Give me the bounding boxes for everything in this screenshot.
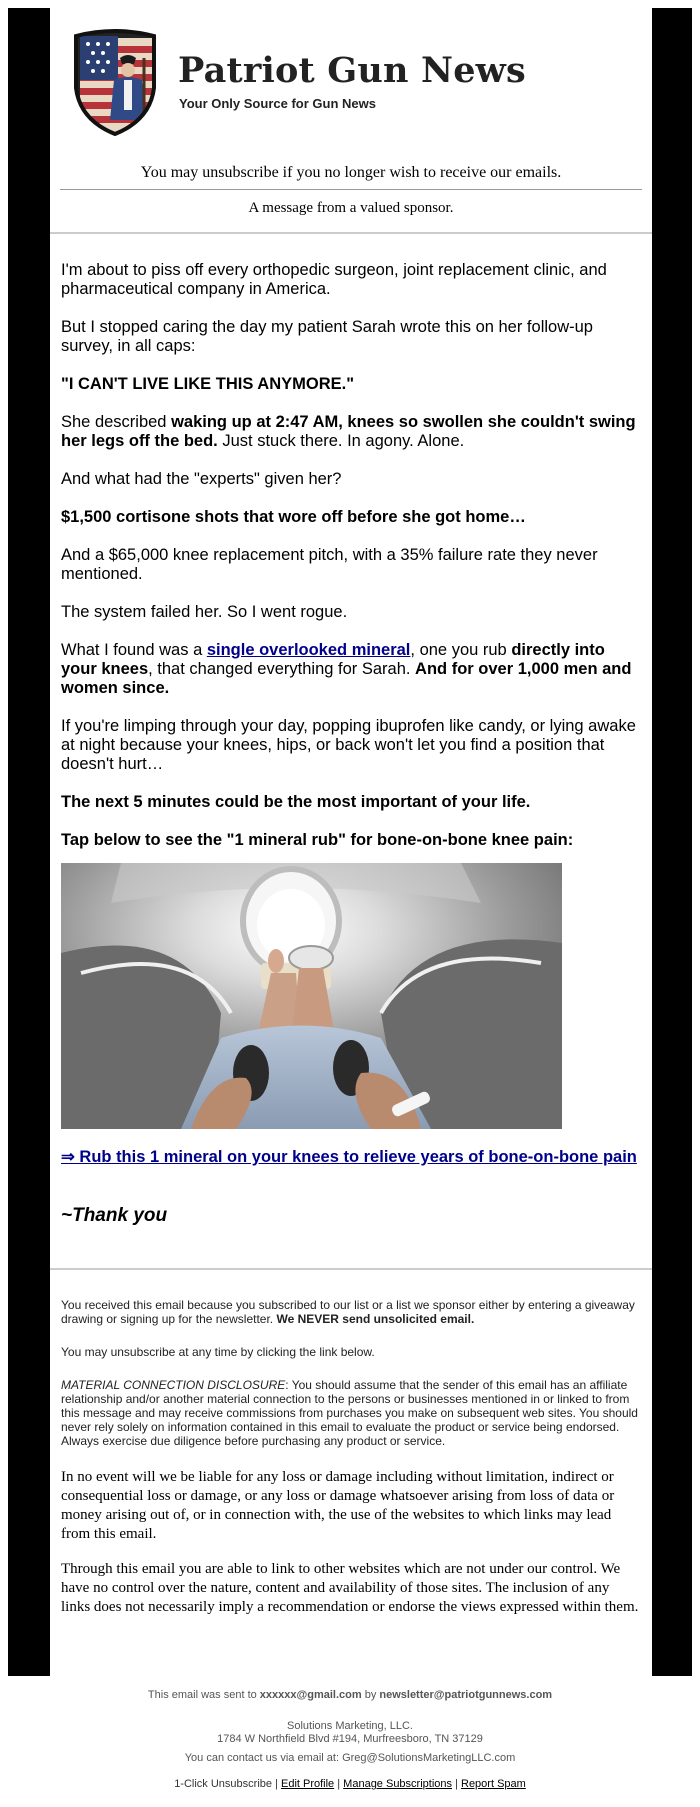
- patient-in-mri-scanner-image[interactable]: [61, 863, 562, 1129]
- text: You received this email because you subscribed to our list or a list we sponsor either by entering a giveaway drawing or signing up for the newsletter.: [61, 1298, 635, 1326]
- sent-to-line: [0, 1689, 700, 1701]
- unsubscribe-notice: You may unsubscribe if you no longer wish to receive our emails.: [140, 164, 562, 181]
- bold-text: directly into your knees: [61, 641, 605, 678]
- signoff: ~Thank you: [61, 1205, 168, 1226]
- edit-profile-link[interactable]: Edit Profile: [280, 1778, 335, 1790]
- newsletter-tagline: Your Only Source for Gun News: [179, 96, 376, 111]
- right-border-bar: [652, 8, 692, 1676]
- text: , that changed everything for Sarah.: [148, 660, 416, 678]
- text: by: [361, 1689, 380, 1701]
- left-border-bar: [8, 8, 50, 1676]
- paragraph: [61, 508, 643, 527]
- disclosure-heading: MATERIAL CONNECTION DISCLOSURE: [61, 1378, 286, 1392]
- cta-link[interactable]: ⇒ Rub this 1 mineral on your knees to relieve years of bone-on-bone pain: [61, 1148, 637, 1166]
- newsletter-header: [50, 8, 652, 138]
- text: , one you rub: [410, 641, 512, 659]
- paragraph: I'm about to piss off every orthopedic surgeon, joint replacement clinic, and pharmaceutical company in America.: [61, 261, 607, 298]
- recipient-email: xxxxxx@gmail.com: [259, 1689, 362, 1701]
- external-links-disclaimer: Through this email you are able to link to other websites which are not under our control. We have no control over the nature, content and availability of those sites. The inclusion of any links does not necessarily imply a recommendation or endorse the views expressed within them.: [61, 1561, 639, 1615]
- text: What I found was a: [61, 641, 207, 659]
- email-content: [50, 8, 652, 1676]
- quote-text: "I CAN'T LIVE LIKE THIS ANYMORE.": [61, 375, 355, 393]
- sponsor-notice: A message from a valued sponsor.: [248, 200, 454, 216]
- bold-text: And for over 1,000 men and women since.: [61, 660, 632, 697]
- text: This email was sent to: [147, 1689, 260, 1701]
- street-address: 1784 W Northfield Blvd #194, Murfreesboro, TN 37129: [217, 1733, 483, 1745]
- separator: |: [452, 1778, 461, 1790]
- paragraph: [61, 413, 643, 451]
- bold-text: $1,500 cortisone shots that wore off before she got home…: [61, 508, 526, 526]
- report-spam-link[interactable]: Report Spam: [461, 1778, 526, 1790]
- unsubscribe-info: You may unsubscribe at any time by clicking the link below.: [61, 1345, 375, 1359]
- company-address: [0, 1720, 700, 1746]
- bold-text: Tap below to see the "1 mineral rub" for bone-on-bone knee pain:: [61, 831, 574, 849]
- manage-subscriptions-link[interactable]: Manage Subscriptions: [343, 1778, 453, 1790]
- mineral-link[interactable]: single overlooked mineral: [206, 641, 411, 659]
- footer-links: [0, 1778, 700, 1790]
- text: She described: [61, 413, 172, 431]
- paragraph: [61, 793, 643, 812]
- paragraph: [61, 831, 643, 850]
- material-disclosure: [61, 1378, 639, 1448]
- paragraph: [61, 375, 643, 394]
- paragraph: If you're limping through your day, popping ibuprofen like candy, or lying awake at night because your knees, hips, or back won't let you find a position that doesn't hurt…: [61, 717, 636, 773]
- email-body: [61, 261, 643, 869]
- paragraph: And what had the "experts" given her?: [61, 470, 342, 488]
- contact-line: You can contact us via email at: Greg@SolutionsMarketingLLC.com: [184, 1752, 516, 1764]
- bold-text: waking up at 2:47 AM, knees so swollen she couldn't swing her legs off the bed.: [61, 413, 636, 450]
- company-name: Solutions Marketing, LLC.: [287, 1720, 413, 1732]
- minuteman-flag-shield-icon: [70, 28, 160, 138]
- text: : You should assume that the sender of this email has an affiliate relationship and/or another material connection to the persons or businesses mentioned in or linked to from this message and may receive commissions from purchases you make on subsequent web sites. You should never rely solely on information contained in this email to evaluate the product or service being endorsed. Always exercise due diligence before purchasing any product or service.: [61, 1378, 638, 1448]
- divider: [60, 189, 642, 190]
- bold-text: The next 5 minutes could be the most important of your life.: [61, 793, 531, 811]
- sender-email: newsletter@patriotgunnews.com: [379, 1689, 553, 1701]
- paragraph: But I stopped caring the day my patient Sarah wrote this on her follow-up survey, in all caps:: [61, 318, 593, 355]
- bold-text: We NEVER send unsolicited email.: [276, 1312, 475, 1326]
- liability-disclaimer: In no event will we be liable for any loss or damage including without limitation, indirect or consequential loss or damage, or any loss or damage whatsoever arising from loss of data or money arising out of, or in connection with, the use of the websites to which links may lead from this email.: [61, 1469, 615, 1542]
- separator: |: [272, 1778, 281, 1790]
- newsletter-title: Patriot Gun News: [178, 50, 526, 91]
- paragraph: The system failed her. So I went rogue.: [61, 603, 348, 621]
- one-click-unsubscribe[interactable]: 1-Click Unsubscribe: [174, 1778, 272, 1790]
- divider: [50, 1268, 652, 1270]
- paragraph: And a $65,000 knee replacement pitch, with a 35% failure rate they never mentioned.: [61, 546, 598, 583]
- text: Just stuck there. In agony. Alone.: [217, 432, 465, 450]
- paragraph: [61, 641, 643, 698]
- separator: |: [334, 1778, 344, 1790]
- subscription-notice: [61, 1298, 639, 1326]
- divider: [50, 232, 652, 234]
